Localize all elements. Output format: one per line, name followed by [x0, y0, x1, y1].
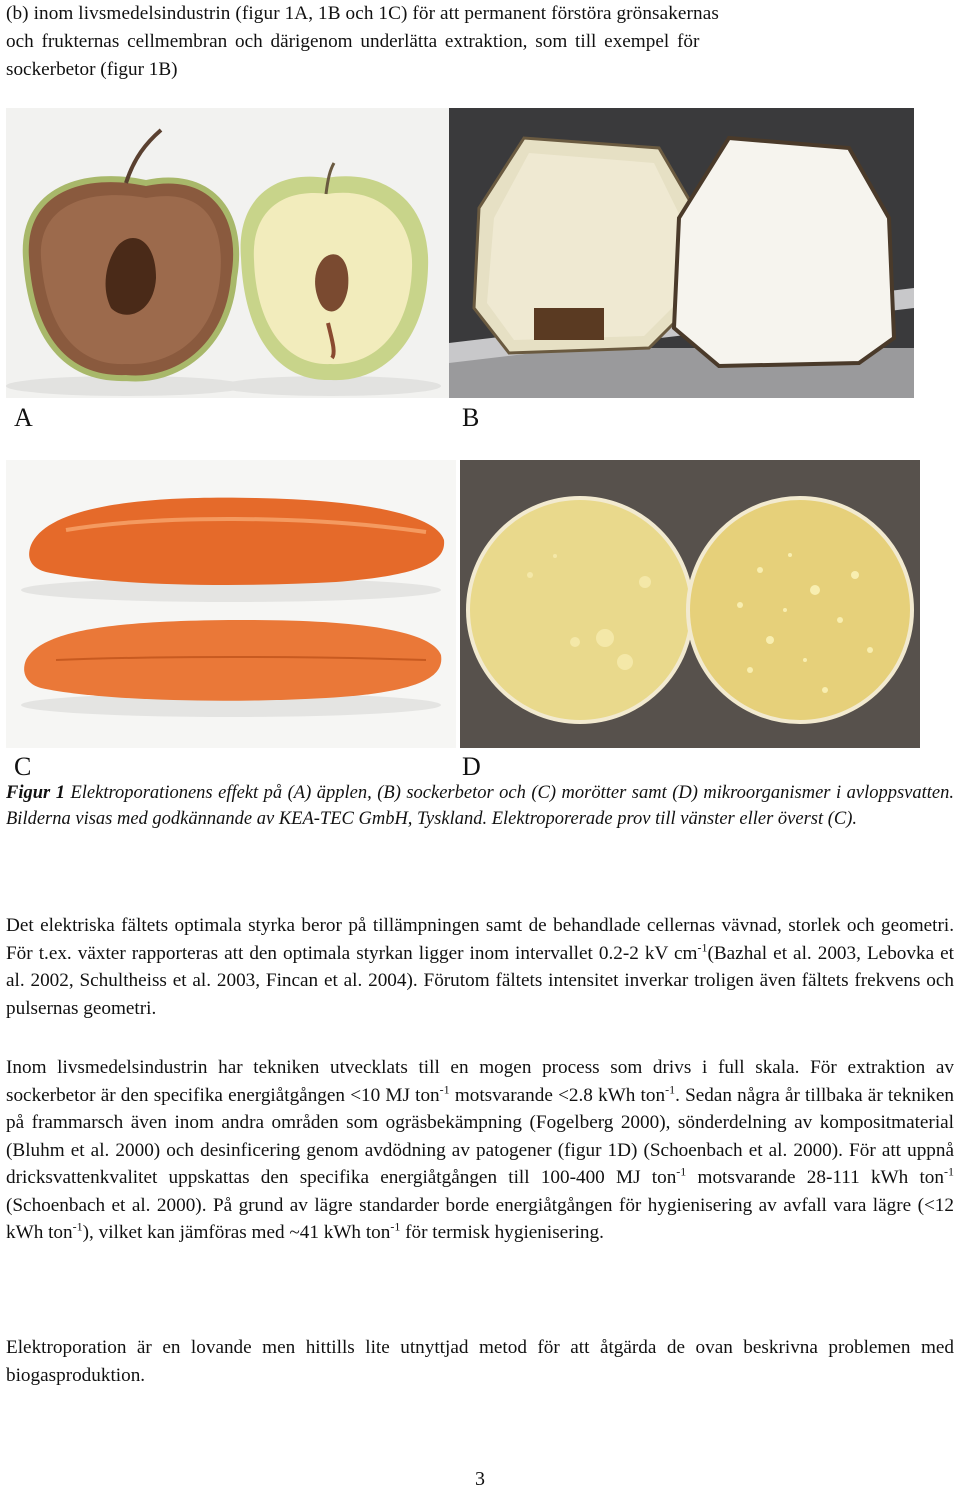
- p2-sup-1: -1: [439, 1082, 450, 1097]
- p1-sup-1: -1: [697, 940, 708, 955]
- intro-paragraph: [6, 0, 954, 84]
- p3-text: Elektroporation är en lovande men hittills lite utnyttjad metod för att åtgärda de ovan beskrivna problemen med biogasproduktion.: [6, 1337, 954, 1386]
- p2-sup-3: -1: [676, 1164, 687, 1179]
- p2-sup-4: -1: [944, 1164, 954, 1179]
- p2-text-a: Inom livsmedelsindustrin har tekniken utvecklats till en mogen process som drivs i full skala. För extraktion av sockerbetor är den specifika energiåtgången <10 MJ ton: [6, 1057, 954, 1106]
- p2-text-f: ), vilket kan jämföras med ~41 kWh ton: [82, 1222, 391, 1243]
- figure-label-a: A: [14, 403, 33, 432]
- p2-sup-5: -1: [72, 1219, 83, 1234]
- figure-caption: [6, 780, 954, 832]
- p1-text-a: Det elektriska fältets optimala styrka beror på tillämpningen samt de behandlade cellernas vävnad, storlek och geometri. För t.ex. växter rapporteras att den optimala styrkan ligger inom intervallet 0.2-2 kV cm: [6, 915, 954, 964]
- figure-caption-text: Elektroporationens effekt på (A) äpplen, (B) sockerbetor och (C) morötter samt (D) mikroorganismer i avloppsvatten. Bilderna visas med godkännande av KEA-TEC GmbH, Tyskland. Elektroporerade prov till vänster eller överst (C).: [6, 783, 954, 829]
- paragraph-food-industry: [6, 1054, 954, 1247]
- photo-carrots: [6, 460, 456, 748]
- figure-label-d: D: [462, 752, 481, 781]
- p2-text-d: motsvarande 28-111 kWh ton: [686, 1167, 944, 1188]
- p1-text-b: (Bazhal et al. 2003, Lebovka et al. 2002, Schultheiss et al. 2003, Fincan et al. 2004). Förutom fältets intensitet inverkar troligen även fältets frekvens och pulsernas geometri.: [6, 942, 954, 1019]
- p2-text-b: motsvarande <2.8 kWh ton: [449, 1084, 666, 1106]
- intro-line-3: sockerbetor (figur 1B): [6, 59, 178, 80]
- paragraph-conclusion: [6, 1334, 954, 1389]
- p2-sup-2: -1: [665, 1082, 676, 1097]
- intro-line-1: (b) inom livsmedelsindustrin (figur 1A, 1B och 1C) för att permanent förstöra grönsakernas: [6, 3, 719, 24]
- p2-text-c: . Sedan några år tillbaka är tekniken på frammarsch även inom andra områden som ogräsbekämpning (Fogelberg 2000), sönderdelning av kompositmaterial (Bluhm et al. 2000) och desinficering genom avdödning av patogener (figur 1D) (Schoenbach et al. 2000). För att uppnå dricksvattenkvalitet uppskattas den specifika energiåtgången till 100-400 MJ ton: [6, 1084, 954, 1188]
- figure-label-c: C: [14, 752, 32, 781]
- p2-sup-6: -1: [390, 1219, 401, 1234]
- intro-line-2: och frukternas cellmembran och därigenom underlätta extraktion, som till exempel för: [6, 31, 700, 52]
- p2-text-e: (Schoenbach et al. 2000). På grund av lägre standarder borde energiåtgången för hygienisering av avfall vara lägre (<12 kWh ton: [6, 1194, 954, 1243]
- photo-petri-dishes: [460, 460, 920, 748]
- figure-label-b: B: [462, 403, 480, 432]
- p2-text-g: för termisk hygienisering.: [400, 1222, 604, 1243]
- photo-apples: [6, 108, 449, 398]
- photo-sugar-beets: [449, 108, 914, 398]
- page-number: 3: [475, 1468, 485, 1490]
- figure-caption-label: Figur 1: [6, 783, 65, 803]
- paragraph-field-strength: [6, 912, 954, 1022]
